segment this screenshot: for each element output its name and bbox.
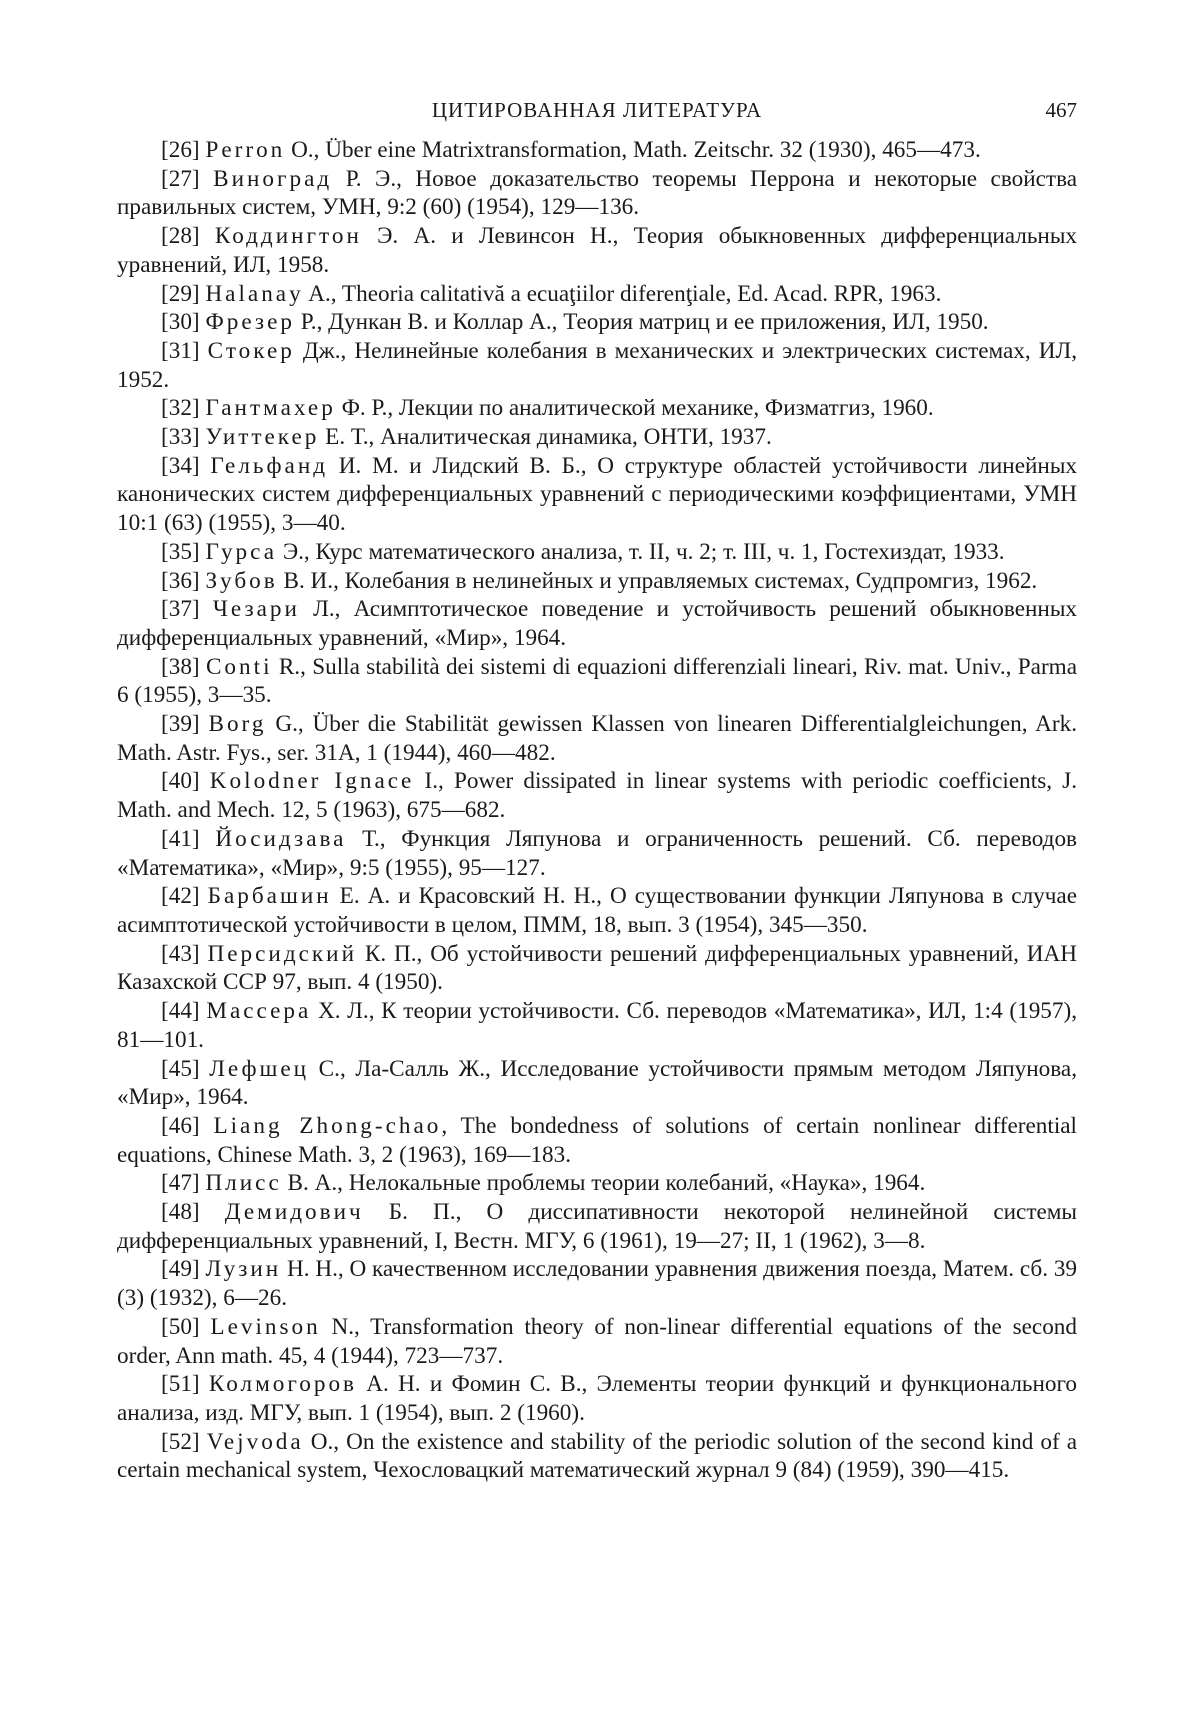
reference-number: [32] xyxy=(161,395,200,422)
reference-number: [46] xyxy=(161,1112,200,1139)
reference-author: Kolodner Ignace xyxy=(209,768,415,795)
reference-item xyxy=(117,595,1077,652)
reference-number: [50] xyxy=(161,1313,200,1340)
reference-number: [43] xyxy=(161,940,200,967)
reference-item xyxy=(117,1198,1077,1255)
reference-item xyxy=(117,136,1077,165)
reference-details: O., Über eine Matrixtransformation, Math. Zeitschr. 32 (1930), 465—473. xyxy=(285,137,981,163)
reference-item xyxy=(117,308,1077,337)
reference-number: [39] xyxy=(161,711,200,738)
reference-author: Лефшец xyxy=(209,1055,310,1082)
reference-number: [47] xyxy=(161,1170,200,1197)
reference-item xyxy=(117,1370,1077,1427)
reference-number: [26] xyxy=(161,137,200,163)
reference-details: Л., Асимптотическое поведение и устойчивость решений обыкновенных дифференциальных уравнений, «Мир», 1964. xyxy=(117,596,1077,651)
reference-details: Б. П., О диссипативности некоторой нелинейной системы дифференциальных уравнений, I, Вестн. МГУ, 6 (1961), 19—27; II, 1 (1962), 3—8. xyxy=(117,1199,1077,1254)
reference-item xyxy=(117,653,1077,710)
reference-author: Borg xyxy=(208,711,267,738)
reference-author: Массера xyxy=(206,998,312,1025)
reference-details: Е. А. и Красовский Н. Н., О существовании функции Ляпунова в случае асимптотической устойчивости в целом, ПММ, 18, вып. 3 (1954), 345—350. xyxy=(117,883,1078,938)
reference-author: Perron xyxy=(205,137,286,163)
reference-author: Conti xyxy=(205,653,273,680)
reference-author: Плисс xyxy=(205,1170,282,1197)
reference-author: Виноград xyxy=(213,165,333,192)
reference-number: [48] xyxy=(161,1199,200,1226)
reference-number: [30] xyxy=(161,309,200,336)
reference-author: Демидович xyxy=(224,1199,364,1226)
reference-details: В. А., Нелокальные проблемы теории колебаний, «Наука», 1964. xyxy=(281,1170,926,1197)
reference-details: Р., Дункан В. и Коллар А., Теория матриц и ее приложения, ИЛ, 1950. xyxy=(294,309,989,336)
reference-item xyxy=(117,1313,1077,1370)
reference-author: Колмогоров xyxy=(208,1371,358,1398)
reference-number: [34] xyxy=(161,452,200,479)
reference-details: , The bondedness of solutions of certain nonlinear differential equations, Chinese Math. 3, 2 (1963), 169—183. xyxy=(117,1112,1078,1168)
reference-author: Гантмахер xyxy=(205,395,336,422)
reference-item xyxy=(117,1255,1077,1312)
reference-number: [27] xyxy=(161,165,200,192)
reference-details: N., Transformation theory of non-linear differential equations of the second order, Ann math. 45, 4 (1944), 723—737. xyxy=(117,1313,1077,1369)
reference-author: Зубов xyxy=(205,567,278,594)
reference-number: [37] xyxy=(161,596,200,623)
reference-author: Фрезер xyxy=(205,309,295,336)
reference-item xyxy=(117,940,1077,997)
reference-author: Liang Zhong-chao xyxy=(213,1112,442,1139)
reference-number: [41] xyxy=(161,825,200,852)
reference-number: [29] xyxy=(161,280,200,307)
reference-author: Барбашин xyxy=(207,883,332,910)
reference-number: [52] xyxy=(161,1428,200,1455)
reference-number: [36] xyxy=(161,567,200,594)
reference-details: Э. А. и Левинсон Н., Теория обыкновенных дифференциальных уравнений, ИЛ, 1958. xyxy=(117,223,1078,278)
reference-author: Лузин xyxy=(205,1256,282,1283)
reference-item xyxy=(117,1112,1077,1169)
reference-details: Э., Курс математического анализа, т. II, ч. 2; т. III, ч. 1, Гостехиздат, 1933. xyxy=(277,538,1005,565)
reference-author: Чезари xyxy=(212,596,300,623)
reference-number: [33] xyxy=(161,424,200,451)
reference-item xyxy=(117,1055,1077,1112)
reference-item xyxy=(117,1428,1077,1485)
reference-item xyxy=(117,567,1077,596)
reference-details: G., Über die Stabilität gewissen Klassen von linearen Differentialgleichungen, Ark. Math. Astr. Fys., ser. 31A, 1 (1944), 460—482. xyxy=(117,711,1078,766)
reference-details: А. Н. и Фомин С. В., Элементы теории функций и функционального анализа, изд. МГУ, вып. 1 (1954), вып. 2 (1960). xyxy=(117,1371,1078,1426)
reference-list xyxy=(117,136,1077,1485)
reference-item xyxy=(117,767,1077,824)
reference-number: [35] xyxy=(161,538,200,565)
running-head xyxy=(117,92,1077,132)
page xyxy=(117,92,1077,1485)
reference-item xyxy=(117,1169,1077,1198)
reference-number: [49] xyxy=(161,1256,200,1283)
reference-item xyxy=(117,423,1077,452)
reference-author: Levinson xyxy=(210,1313,321,1340)
reference-details: I., Power dissipated in linear systems with periodic coefficients, J. Math. and Mech. 12, 5 (1963), 675—682. xyxy=(117,768,1077,824)
reference-details: R., Sulla stabilità dei sistemi di equazioni differenziali lineari, Riv. mat. Univ., Parma 6 (1955), 3—35. xyxy=(117,653,1077,709)
reference-item xyxy=(117,452,1077,538)
reference-item xyxy=(117,222,1077,279)
reference-details: Н. Н., О качественном исследовании уравнения движения поезда, Матем. сб. 39 (3) (1932), 6—26. xyxy=(117,1256,1078,1312)
reference-details: Х. Л., К теории устойчивости. Сб. переводов «Математика», ИЛ, 1:4 (1957), 81—101. xyxy=(117,998,1078,1053)
reference-details: Е. Т., Аналитическая динамика, ОНТИ, 1937. xyxy=(319,424,772,451)
reference-author: Стокер xyxy=(207,337,295,364)
reference-details: Т., Функция Ляпунова и ограниченность решений. Сб. переводов «Математика», «Мир», 9:5 (1955), 95—127. xyxy=(117,825,1078,881)
reference-item xyxy=(117,280,1077,309)
reference-author: Персидский xyxy=(207,940,358,967)
reference-item xyxy=(117,997,1077,1054)
reference-number: [45] xyxy=(161,1055,200,1082)
reference-item xyxy=(117,710,1077,767)
running-title: ЦИТИРОВАННАЯ ЛИТЕРАТУРА xyxy=(431,98,763,122)
reference-author: Halanay xyxy=(205,280,304,307)
reference-details: Ф. Р., Лекции по аналитической механике, Физматгиз, 1960. xyxy=(335,395,934,422)
reference-details: Дж., Нелинейные колебания в механических и электрических системах, ИЛ, 1952. xyxy=(117,337,1077,393)
reference-author: Уиттекер xyxy=(205,424,320,451)
reference-details: Р. Э., Новое доказательство теоремы Перрона и некоторые свойства правильных систем, УМН, 9:2 (60) (1954), 129—136. xyxy=(117,165,1077,221)
reference-number: [38] xyxy=(161,653,200,680)
reference-number: [28] xyxy=(161,223,200,250)
reference-author: Коддингтон xyxy=(214,223,362,250)
reference-author: Гурса xyxy=(205,538,278,565)
reference-author: Гельфанд xyxy=(210,452,329,479)
reference-details: С., Ла-Салль Ж., Исследование устойчивости прямым методом Ляпунова, «Мир», 1964. xyxy=(117,1055,1078,1111)
reference-details: O., On the existence and stability of the periodic solution of the second kind of a certain mechanical system, Чехословацкий математический журнал 9 (84) (1959), 390—415. xyxy=(117,1428,1077,1484)
reference-item xyxy=(117,882,1077,939)
reference-author: Vejvoda xyxy=(206,1428,304,1455)
reference-number: [51] xyxy=(161,1371,200,1398)
reference-item xyxy=(117,337,1077,394)
reference-number: [42] xyxy=(161,883,200,910)
reference-details: И. М. и Лидский В. Б., О структуре областей устойчивости линейных канонических систем дифференциальных уравнений с периодическими коэффициентами, УМН 10:1 (63) (1955), 3—40. xyxy=(117,452,1077,537)
reference-details: В. И., Колебания в нелинейных и управляемых системах, Судпромгиз, 1962. xyxy=(277,567,1038,594)
reference-number: [31] xyxy=(161,337,200,364)
reference-item xyxy=(117,394,1077,423)
reference-item xyxy=(117,825,1077,882)
reference-number: [40] xyxy=(161,768,200,795)
reference-number: [44] xyxy=(161,998,200,1025)
reference-details: К. П., Об устойчивости решений дифференциальных уравнений, ИАН Казахской ССР 97, вып. 4 (1950). xyxy=(117,940,1077,996)
page-number: 467 xyxy=(1045,98,1077,122)
reference-item xyxy=(117,165,1077,222)
reference-details: A., Theoria calitativă a ecuaţiilor diferenţiale, Ed. Acad. RPR, 1963. xyxy=(303,280,942,307)
reference-item xyxy=(117,538,1077,567)
reference-author: Йосидзава xyxy=(215,825,347,852)
